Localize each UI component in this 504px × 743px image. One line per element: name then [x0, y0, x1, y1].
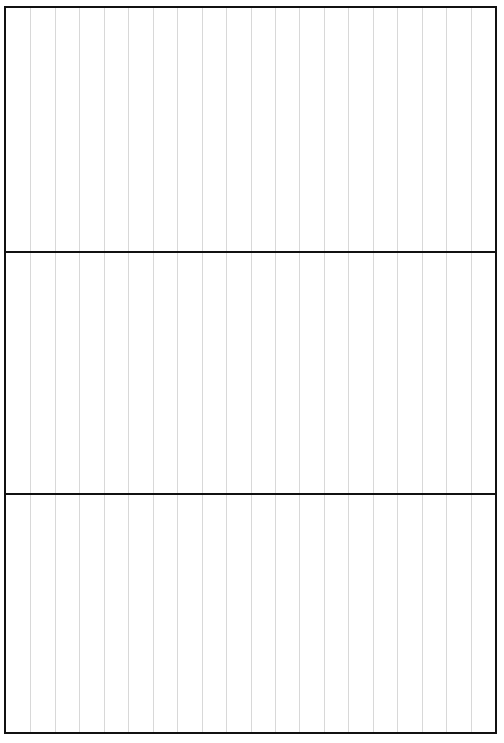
column-rule — [55, 495, 56, 732]
column-rule — [446, 495, 447, 732]
text-column — [82, 14, 102, 245]
column-rule — [373, 8, 374, 251]
column-rule — [128, 8, 129, 251]
text-column — [302, 14, 322, 245]
column-rule — [422, 253, 423, 493]
column-rule — [153, 8, 154, 251]
text-column — [253, 259, 273, 487]
text-column — [326, 259, 346, 487]
text-band-bottom — [6, 493, 495, 732]
column-rule — [348, 8, 349, 251]
column-rule — [251, 8, 252, 251]
text-column — [448, 14, 468, 245]
column-rule — [373, 495, 374, 732]
column-rule — [55, 253, 56, 493]
column-rule — [202, 8, 203, 251]
column-rule — [348, 495, 349, 732]
text-column — [375, 259, 395, 487]
text-band-middle — [6, 251, 495, 493]
column-rule — [373, 253, 374, 493]
text-column — [204, 501, 224, 726]
text-column — [228, 14, 248, 245]
text-column — [33, 501, 53, 726]
text-column — [375, 501, 395, 726]
column-rule — [104, 495, 105, 732]
column-rule — [275, 8, 276, 251]
text-column — [33, 259, 53, 487]
column-rule — [324, 253, 325, 493]
text-column — [57, 14, 77, 245]
column-rule — [128, 253, 129, 493]
column-rule — [275, 495, 276, 732]
column-rule — [128, 495, 129, 732]
column-rule — [348, 253, 349, 493]
text-column — [399, 259, 419, 487]
text-column — [130, 501, 150, 726]
text-column — [82, 259, 102, 487]
text-column — [204, 259, 224, 487]
text-column — [8, 259, 28, 487]
column-rule — [177, 253, 178, 493]
column-rule — [79, 8, 80, 251]
text-column — [253, 501, 273, 726]
text-column — [424, 501, 444, 726]
text-column — [33, 14, 53, 245]
text-column — [473, 259, 493, 487]
text-column — [130, 14, 150, 245]
text-column — [204, 14, 224, 245]
text-column — [155, 14, 175, 245]
text-column — [326, 501, 346, 726]
column-rule — [30, 495, 31, 732]
column-rule — [397, 8, 398, 251]
text-column — [57, 259, 77, 487]
column-rule — [30, 253, 31, 493]
column-rule — [471, 253, 472, 493]
text-column — [277, 501, 297, 726]
text-column — [351, 501, 371, 726]
column-rule — [251, 495, 252, 732]
text-column — [155, 259, 175, 487]
column-rule — [299, 495, 300, 732]
text-column — [277, 14, 297, 245]
column-rule — [471, 495, 472, 732]
text-column — [228, 259, 248, 487]
text-column — [399, 501, 419, 726]
text-column — [351, 14, 371, 245]
column-rule — [397, 253, 398, 493]
text-column — [473, 501, 493, 726]
column-rule — [422, 8, 423, 251]
text-column — [473, 14, 493, 245]
text-column — [57, 501, 77, 726]
column-rule — [324, 495, 325, 732]
text-column — [351, 259, 371, 487]
column-rule — [275, 253, 276, 493]
text-column — [179, 14, 199, 245]
column-rule — [226, 8, 227, 251]
text-column — [179, 501, 199, 726]
column-rule — [226, 253, 227, 493]
column-rule — [30, 8, 31, 251]
column-rule — [324, 8, 325, 251]
text-column — [82, 501, 102, 726]
column-rule — [177, 495, 178, 732]
page-frame — [4, 6, 497, 734]
text-column — [302, 259, 322, 487]
column-rule — [104, 253, 105, 493]
column-rule — [55, 8, 56, 251]
column-rule — [471, 8, 472, 251]
column-rule — [446, 8, 447, 251]
text-column — [155, 501, 175, 726]
text-column — [424, 14, 444, 245]
text-column — [448, 501, 468, 726]
text-column — [228, 501, 248, 726]
column-rule — [299, 8, 300, 251]
column-rule — [397, 495, 398, 732]
column-rule — [104, 8, 105, 251]
text-column — [277, 259, 297, 487]
text-column — [448, 259, 468, 487]
column-rule — [299, 253, 300, 493]
column-rule — [422, 495, 423, 732]
text-band-top — [6, 8, 495, 251]
text-column — [106, 259, 126, 487]
column-rule — [153, 495, 154, 732]
column-rule — [79, 253, 80, 493]
text-column — [399, 14, 419, 245]
text-column — [106, 14, 126, 245]
column-rule — [202, 253, 203, 493]
text-column — [253, 14, 273, 245]
column-rule — [226, 495, 227, 732]
text-column — [130, 259, 150, 487]
text-column — [179, 259, 199, 487]
text-column — [106, 501, 126, 726]
text-column — [8, 501, 28, 726]
text-column — [424, 259, 444, 487]
text-column — [8, 14, 28, 245]
column-rule — [202, 495, 203, 732]
column-rule — [79, 495, 80, 732]
column-rule — [177, 8, 178, 251]
text-column — [326, 14, 346, 245]
column-rule — [153, 253, 154, 493]
text-column — [375, 14, 395, 245]
column-rule — [251, 253, 252, 493]
column-rule — [446, 253, 447, 493]
text-column — [302, 501, 322, 726]
